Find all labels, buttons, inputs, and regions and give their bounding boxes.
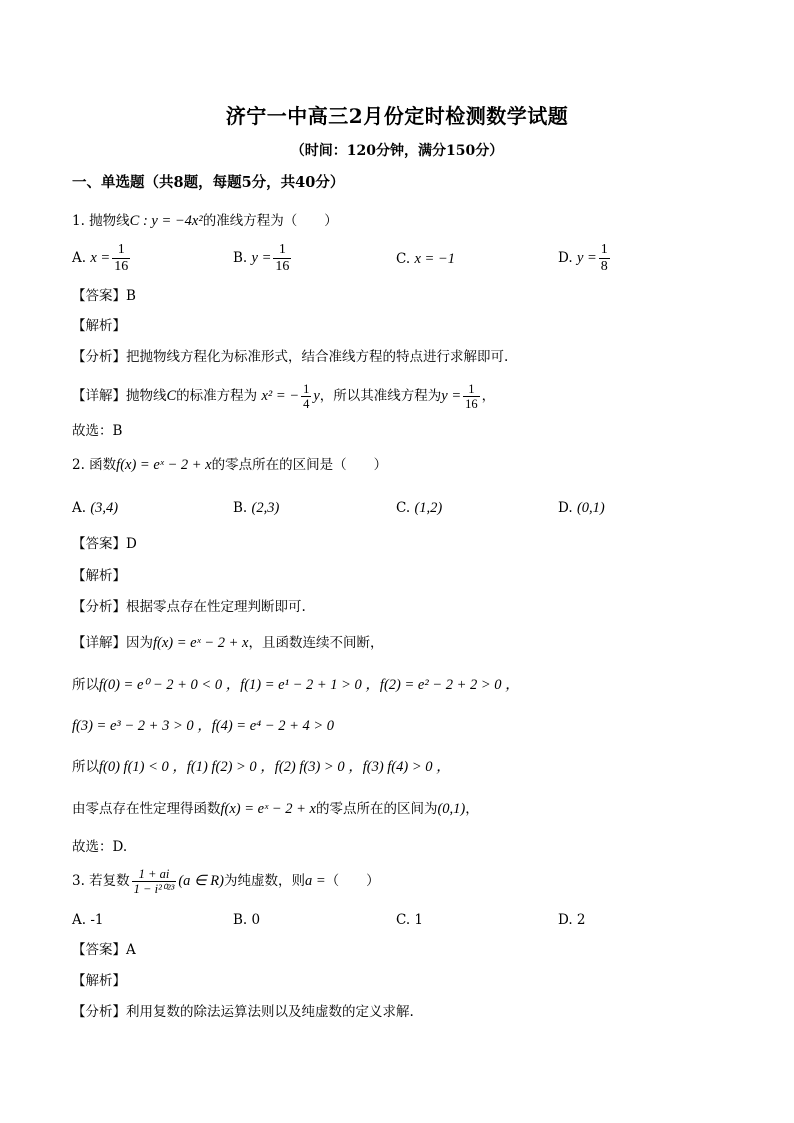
question-2-stem — [72, 455, 387, 475]
q1-option-d — [558, 242, 612, 275]
q1-xiangjie-end: ， — [481, 388, 496, 404]
q2-fenxi: 【分析】根据零点存在性定理判断即可. — [72, 599, 306, 615]
q2-option-a-label: A. — [72, 500, 87, 516]
q1-option-a — [72, 242, 132, 275]
q2-line-3 — [72, 757, 451, 777]
q1-analysis-heading: 【解析】 — [72, 318, 126, 334]
q1-option-d-label: D. — [558, 250, 573, 266]
q1-xiangjie-eq-num: 1 — [303, 382, 310, 396]
q3-answer: 【答案】A — [72, 942, 136, 958]
q2-line-1 — [72, 675, 520, 695]
question-3-stem — [72, 862, 380, 900]
q2-stem-prefix: 2. 函数 — [72, 457, 117, 473]
q2-line-2 — [72, 716, 334, 736]
q2-stem-suffix: 的零点所在的区间是（ ） — [211, 457, 388, 473]
q1-fenxi: 【分析】把抛物线方程化为标准形式，结合准线方程的特点进行求解即可. — [72, 349, 509, 365]
q1-stem-suffix: 的准线方程为（ ） — [202, 213, 338, 229]
q1-xiangjie-eq-lhs: x² = − — [261, 388, 300, 404]
q3-stem-prefix: 3. 若复数 — [72, 873, 130, 889]
q1-option-d-num: 1 — [600, 242, 608, 257]
q3-fenxi: 【分析】利用复数的除法运算法则以及纯虚数的定义求解. — [72, 1004, 414, 1020]
q2-option-a — [72, 498, 118, 518]
q1-option-b — [233, 242, 293, 275]
q1-stem-math: C : y = −4x² — [129, 213, 203, 229]
q2-option-c-label: C. — [396, 500, 411, 516]
q3-stem-num: 1 + ai — [138, 867, 170, 881]
q2-option-a-value: (3,4) — [90, 500, 119, 516]
q1-xiangjie-eq-den: 4 — [303, 397, 310, 411]
q1-option-b-num: 1 — [278, 242, 286, 257]
q1-option-c-label: C. — [396, 251, 411, 267]
q2-choose: 故选：D. — [72, 839, 128, 855]
q2-option-d-label: D. — [558, 500, 573, 516]
section-header: 一、单选题（共8题，每题5分，共40分） — [72, 174, 345, 191]
q1-option-b-label: B. — [233, 250, 248, 266]
q2-line-4-math: f(x) = eˣ − 2 + x — [220, 801, 316, 817]
q1-xiangjie — [72, 376, 495, 416]
q2-line-4-end: ， — [465, 801, 479, 817]
q1-option-d-lhs: y = — [576, 250, 597, 266]
q1-xiangjie-c: C — [166, 388, 177, 404]
q1-option-b-den: 16 — [275, 259, 290, 274]
q3-stem-cond: (a ∈ R) — [178, 873, 224, 889]
q2-option-d-value: (0,1) — [576, 500, 605, 516]
q2-line-4-mid: 的零点所在的区间为 — [315, 801, 438, 817]
q2-analysis-heading: 【解析】 — [72, 568, 126, 584]
q2-line-1-math: f(0) = e⁰ − 2 + 0 < 0 ，f(1) = e¹ − 2 + 1 > 0 ，f(2) = e² − 2 + 2 > 0 ， — [99, 677, 520, 693]
q1-option-a-lhs: x = — [90, 250, 111, 266]
q1-option-d-den: 8 — [600, 259, 608, 274]
q2-xiangjie-suffix: ，且函数连续不间断， — [248, 635, 384, 651]
q1-stem-prefix: 1. 抛物线 — [72, 213, 130, 229]
q1-xiangjie-prefix: 【详解】抛物线 — [72, 388, 167, 404]
q3-analysis-heading: 【解析】 — [72, 973, 126, 989]
q2-stem-math: f(x) = eˣ − 2 + x — [116, 457, 212, 473]
q2-option-d — [558, 498, 605, 518]
q1-xiangjie-eq2-lhs: y = — [441, 388, 462, 404]
q1-xiangjie-eq-rhs: y — [313, 388, 320, 404]
q2-line-3-math: f(0) f(1) < 0 ，f(1) f(2) > 0 ，f(2) f(3) > 0 ，f(3) f(4) > 0 ， — [99, 759, 451, 775]
q1-xiangjie-eq2-num: 1 — [468, 382, 475, 396]
q1-option-a-num: 1 — [117, 242, 125, 257]
q2-option-c — [396, 498, 442, 518]
q2-option-c-value: (1,2) — [414, 500, 443, 516]
q3-option-a: A. -1 — [72, 912, 104, 928]
q2-xiangjie-prefix: 【详解】因为 — [72, 635, 153, 651]
q2-line-3-prefix: 所以 — [72, 759, 99, 775]
q2-xiangjie — [72, 633, 383, 653]
q2-line-4 — [72, 799, 479, 819]
q2-line-4-interval: (0,1) — [437, 801, 466, 817]
q2-option-b-label: B. — [233, 500, 248, 516]
q2-option-b-value: (2,3) — [251, 500, 280, 516]
q2-xiangjie-math: f(x) = eˣ − 2 + x — [153, 635, 249, 651]
q1-option-c — [396, 249, 455, 269]
q3-stem-suffix: （ ） — [325, 873, 380, 889]
q1-option-c-math: x = −1 — [414, 251, 455, 267]
q2-line-1-prefix: 所以 — [72, 677, 99, 693]
q2-line-4-prefix: 由零点存在性定理得函数 — [72, 801, 221, 817]
q1-option-a-den: 16 — [114, 259, 129, 274]
q3-stem-var: a = — [305, 873, 326, 889]
page-subtitle: （时间：120分钟，满分150分） — [290, 143, 504, 159]
q1-option-a-label: A. — [72, 250, 87, 266]
q3-stem-mid: 为纯虚数，则 — [224, 873, 305, 889]
q2-line-2-math: f(3) = e³ − 2 + 3 > 0 ，f(4) = e⁴ − 2 + 4 > 0 — [72, 718, 335, 734]
q1-xiangjie-mid2: ，所以其准线方程为 — [319, 388, 442, 404]
q3-stem-den: 1 − i²⁰²³ — [133, 882, 175, 896]
q3-option-d: D. 2 — [558, 912, 586, 928]
question-1-stem — [72, 211, 338, 231]
q1-xiangjie-mid: 的标准方程为 — [176, 388, 258, 404]
q1-answer: 【答案】B — [72, 288, 136, 304]
q1-option-b-lhs: y = — [251, 250, 272, 266]
q1-choose: 故选：B — [72, 423, 123, 439]
q3-option-c: C. 1 — [396, 912, 424, 928]
q1-xiangjie-eq2-den: 16 — [465, 397, 478, 411]
q2-answer: 【答案】D — [72, 536, 137, 552]
page-title: 济宁一中高三2月份定时检测数学试题 — [225, 104, 569, 128]
q3-option-b: B. 0 — [233, 912, 261, 928]
q2-option-b — [233, 498, 279, 518]
